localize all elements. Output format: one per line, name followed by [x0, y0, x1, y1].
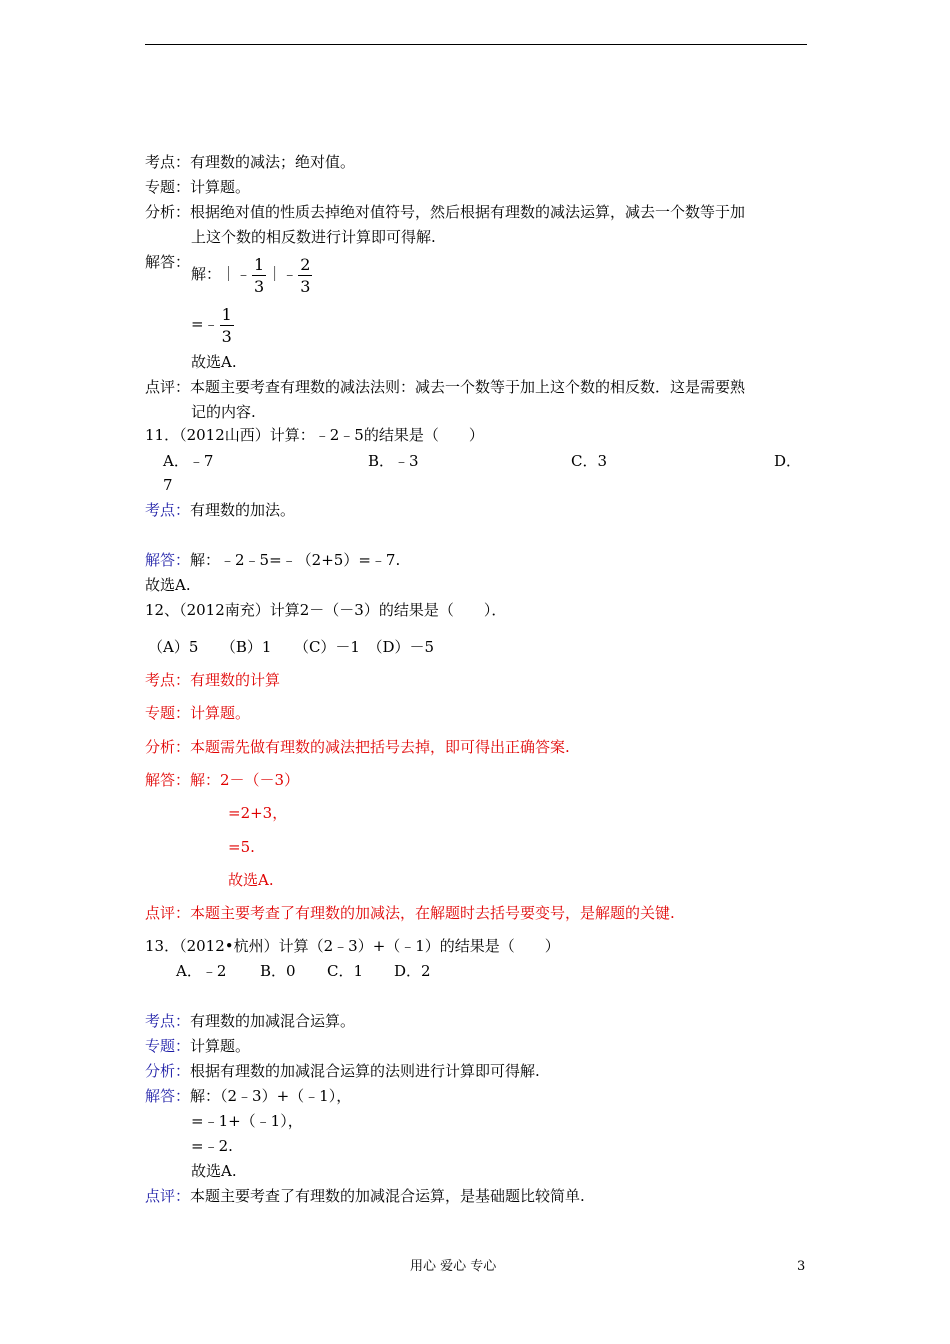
- q10-jieda-label: 解答：: [145, 253, 191, 271]
- q11-stem: 11．（2012山西）计算：﹣2﹣5的结果是（ ）: [145, 426, 484, 444]
- q13-conclusion: 故选A.: [191, 1162, 237, 1180]
- header-rule: [145, 44, 807, 45]
- fraction-1-3-result: $\frac{1}{3}$: [221, 304, 232, 346]
- q10-dianping: 点评：本题主要考查有理数的减法法则：减去一个数等于加上这个数的相反数．这是需要熟: [145, 378, 746, 396]
- page-number: 3: [797, 1259, 806, 1274]
- q11-conclusion: 故选A.: [145, 576, 191, 594]
- q13-dianping: 点评：本题主要考查了有理数的加减混合运算，是基础题比较简单.: [145, 1187, 585, 1205]
- footer-motto: 用心 爱心 专心: [410, 1259, 497, 1274]
- q13-jieda: 解答：解：（2﹣3）+（﹣1），: [145, 1087, 352, 1105]
- q11-jieda: 解答：解：﹣2﹣5=﹣（2+5）=﹣7.: [145, 551, 401, 569]
- fraction-2-3: $\frac{2}{3}$: [300, 254, 311, 296]
- q10-fenxi: 分析：根据绝对值的性质去掉绝对值符号，然后根据有理数的减法运算，减去一个数等于加: [145, 203, 746, 221]
- q12-options: （A）5 （B）1 （C）－1 （D）－5: [148, 638, 435, 656]
- q12-zhuanti: 专题：计算题。: [145, 704, 251, 722]
- q13-kaodian: 考点：有理数的加减混合运算。: [145, 1012, 356, 1030]
- q10-step1: 解：｜﹣ $\frac{1}{3}$ ｜﹣ $\frac{2}{3}$: [191, 254, 311, 296]
- q13-option-b: B．0: [260, 962, 296, 980]
- q12-stem: 12、（2012南充）计算2－（－3）的结果是（ ）．: [145, 601, 507, 619]
- q10-kaodian: 考点：有理数的减法；绝对值。: [145, 153, 356, 171]
- q12-jieda: 解答：解：2－（－3）: [145, 771, 300, 789]
- q12-fenxi: 分析：本题需先做有理数的减法把括号去掉，即可得出正确答案.: [145, 738, 570, 756]
- q13-option-c: C．1: [327, 962, 364, 980]
- q10-zhuanti: 专题：计算题。: [145, 178, 251, 196]
- q11-option-c: C．3: [571, 452, 608, 470]
- q13-option-a: A．﹣2: [176, 962, 227, 980]
- q13-option-d: D．2: [394, 962, 431, 980]
- q12-step3: =5.: [228, 838, 255, 856]
- q10-step2: =﹣ $\frac{1}{3}$: [191, 304, 232, 346]
- q12-kaodian: 考点：有理数的计算: [145, 671, 281, 689]
- q13-stem: 13．（2012•杭州）计算（2﹣3）+（﹣1）的结果是（ ）: [145, 937, 560, 955]
- q11-option-d: D．: [774, 452, 802, 470]
- q10-fenxi-line2: 上这个数的相反数进行计算即可得解.: [191, 228, 436, 246]
- q11-option-b: B．﹣3: [368, 452, 419, 470]
- q12-step2: =2+3，: [228, 804, 288, 822]
- q10-dianping-line2: 记的内容.: [191, 403, 256, 421]
- q11-kaodian: 考点：有理数的加法。: [145, 501, 296, 519]
- q11-option-a: A．﹣7: [163, 452, 214, 470]
- q12-conclusion: 故选A.: [228, 871, 274, 889]
- q13-step3: =﹣2.: [191, 1137, 233, 1155]
- q11-option-d-value: 7: [163, 476, 173, 494]
- q13-step2: =﹣1+（﹣1），: [191, 1112, 303, 1130]
- q10-conclusion: 故选A.: [191, 353, 237, 371]
- q13-fenxi: 分析：根据有理数的加减混合运算的法则进行计算即可得解.: [145, 1062, 540, 1080]
- fraction-1-3: $\frac{1}{3}$: [254, 254, 265, 296]
- q12-dianping: 点评：本题主要考查了有理数的加减法，在解题时去括号要变号，是解题的关键.: [145, 904, 675, 922]
- q13-zhuanti: 专题：计算题。: [145, 1037, 251, 1055]
